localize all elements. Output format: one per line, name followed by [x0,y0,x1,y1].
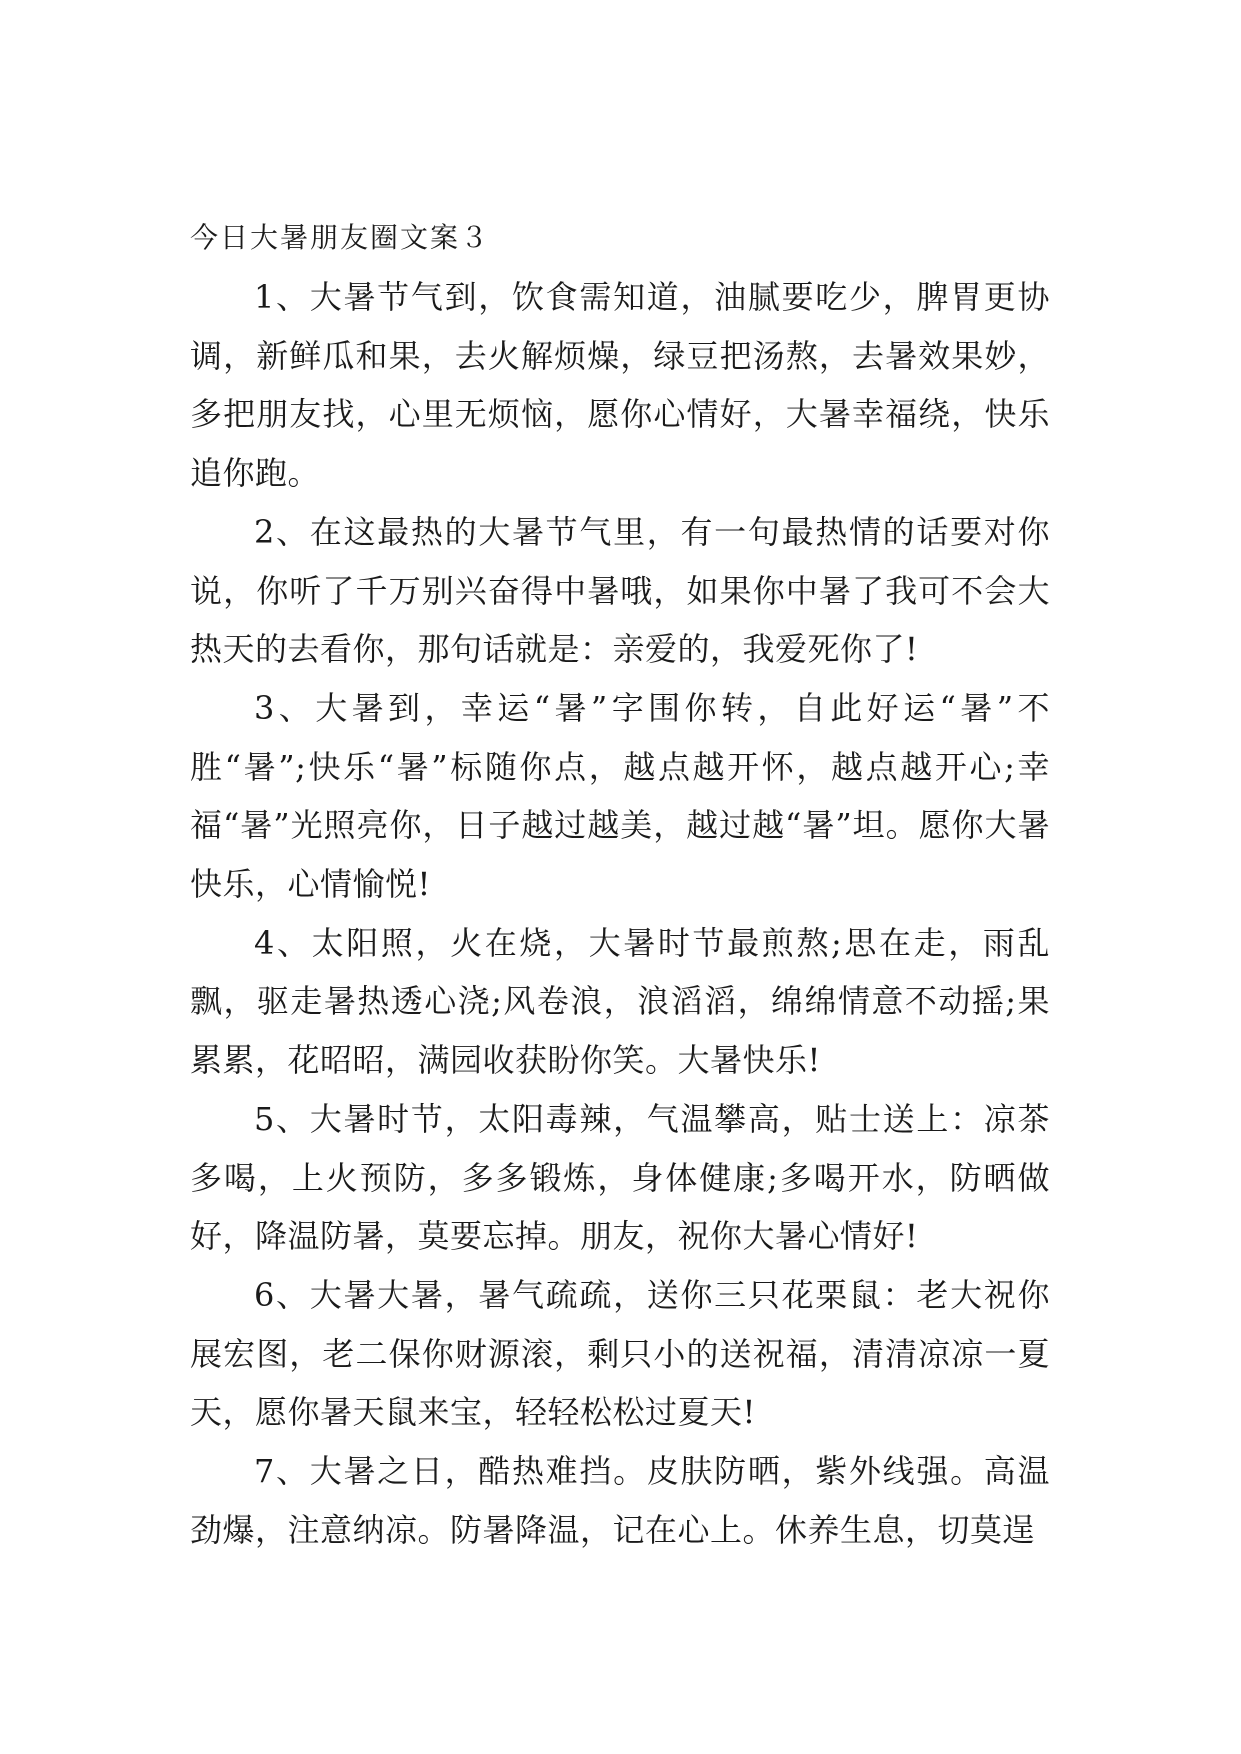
paragraph-1: 1、大暑节气到，饮食需知道，油腻要吃少，脾胃更协调，新鲜瓜和果，去火解烦燥，绿豆把汤熬，去暑效果妙，多把朋友找，心里无烦恼，愿你心情好，大暑幸福绕，快乐追你跑。 [190,278,1050,493]
paragraph-7: 7、大暑之日，酷热难挡。皮肤防晒，紫外线强。高温劲爆，注意纳凉。防暑降温，记在心上。休养生息，切莫逞 [190,1452,1050,1549]
paragraph-4: 4、太阳照，火在烧，大暑时节最煎熬;思在走，雨乱飘，驱走暑热透心浇;风卷浪，浪滔滔，绵绵情意不动摇;果累累，花昭昭，满园收获盼你笑。大暑快乐! [190,923,1050,1080]
document-title: 今日大暑朋友圈文案３ [190,221,491,254]
paragraph-3: 3、大暑到，幸运“暑”字围你转，自此好运“暑”不胜“暑”;快乐“暑”标随你点，越点越开怀，越点越开心;幸福“暑”光照亮你，日子越过越美，越过越“暑”坦。愿你大暑快乐，心情愉悦! [190,688,1050,904]
document-body [190,208,1050,1559]
paragraph-2: 2、在这最热的大暑节气里，有一句最热情的话要对你说，你听了千万别兴奋得中暑哦，如果你中暑了我可不会大热天的去看你，那句话就是：亲爱的，我爱死你了! [190,512,1050,669]
paragraph-6: 6、大暑大暑，暑气疏疏，送你三只花栗鼠：老大祝你展宏图，老二保你财源滚，剩只小的送祝福，清清凉凉一夏天，愿你暑天鼠来宝，轻轻松松过夏天! [190,1275,1050,1432]
paragraph-5: 5、大暑时节，太阳毒辣，气温攀高，贴士送上：凉茶多喝，上火预防，多多锻炼，身体健康;多喝开水，防晒做好，降温防暑，莫要忘掉。朋友，祝你大暑心情好! [190,1099,1050,1256]
